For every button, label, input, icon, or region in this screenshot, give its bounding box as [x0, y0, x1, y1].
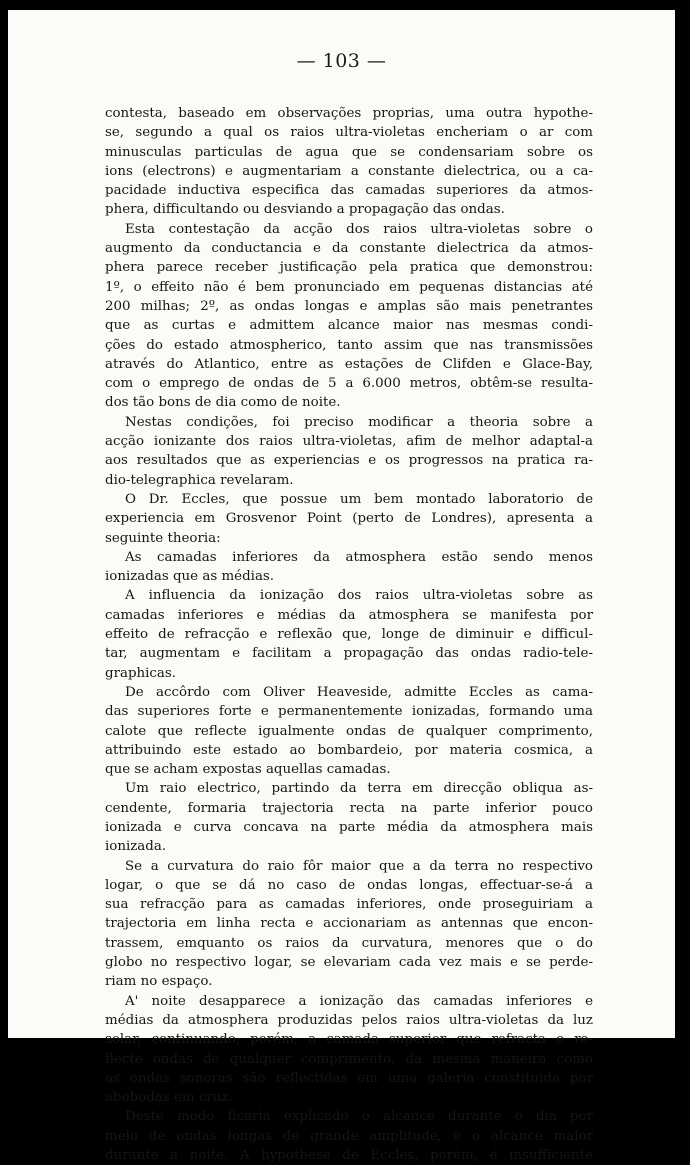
text-line: phera parece receber justificação pela pratica que demonstrou: — [105, 260, 593, 276]
text-line: ionizada e curva concava na parte média da atmosphera mais — [105, 819, 593, 835]
text-line: trassem, emquanto os raios da curvatura, menores que o do — [105, 935, 593, 951]
text-line: Um raio electrico, partindo da terra em direcção obliqua as- — [125, 781, 593, 797]
text-line: experiencia em Grosvenor Point (perto de Londres), apresenta a — [105, 511, 593, 527]
text-line: A' noite desapparece a ionização das camadas inferiores e — [125, 993, 593, 1009]
text-line: médias da atmosphera produzidas pelos raios ultra-violetas da luz — [105, 1012, 593, 1028]
text-line: ions (electrons) e augmentariam a constante dielectrica, ou a ca- — [105, 163, 593, 179]
text-line: das superiores forte e permanentemente ionizadas, formando uma — [105, 704, 593, 720]
text-line: meio de ondas longas de grande amplitude, e o alcance maior — [105, 1128, 593, 1144]
text-line: globo no respectivo logar, se elevariam cada vez mais e se perde- — [105, 955, 593, 971]
text-line: Esta contestação da acção dos raios ultra-violetas sobre o — [125, 221, 593, 237]
text-line: pacidade inductiva especifica das camadas superiores da atmos- — [105, 183, 593, 199]
text-line: A influencia da ionização dos raios ultra-violetas sobre as — [125, 588, 593, 604]
text-line: ionizadas que as médias. — [105, 569, 275, 585]
text-line: trajectoria em linha recta e accionariam as antennas que encon- — [105, 916, 593, 932]
text-line: 1º, o effeito não é bem pronunciado em pequenas distancias até — [105, 279, 593, 295]
text-line: dio-telegraphica revelaram. — [105, 472, 294, 488]
text-line: durante a noite. A hypothese de Eccles, porém, é insufficiente — [105, 1148, 593, 1164]
text-line: acção ionizante dos raios ultra-violetas, afim de melhor adaptal-a — [105, 434, 593, 450]
text-line: dos tão bons de dia como de noite. — [105, 395, 341, 411]
text-line: logar, o que se dá no caso de ondas longas, effectuar-se-á a — [105, 877, 593, 893]
body-text — [105, 104, 593, 1165]
text-line: as ondas sonoras são reflectidas em uma galeria constituida por — [105, 1070, 593, 1086]
text-line: aos resultados que as experiencias e os progressos na pratica ra- — [105, 453, 593, 469]
text-line: tar, augmentam e facilitam a propagação das ondas radio-tele- — [105, 646, 593, 662]
text-line: augmento da conductancia e da constante dielectrica da atmos- — [105, 241, 593, 257]
text-line: effeito de refracção e reflexão que, longe de diminuir e difficul- — [105, 627, 593, 643]
text-line: De accôrdo com Oliver Heaveside, admitte Eccles as cama- — [125, 684, 593, 700]
text-line: cendente, formaria trajectoria recta na parte inferior pouco — [105, 800, 593, 816]
text-line: se, segundo a qual os raios ultra-violetas encheriam o ar com — [105, 125, 593, 141]
text-line: flecte ondas de qualquer comprimento, da mesma maneira como — [105, 1051, 593, 1067]
text-line: 200 milhas; 2º, as ondas longas e amplas são mais penetrantes — [105, 298, 593, 314]
text-line: abobodas em cruz. — [105, 1090, 233, 1106]
text-line: calote que reflecte igualmente ondas de qualquer comprimento, — [105, 723, 593, 739]
text-line: phera, difficultando ou desviando a propagação das ondas. — [105, 202, 505, 218]
text-line: através do Atlantico, entre as estações de Clifden e Glace-Bay, — [105, 356, 593, 372]
text-line: solar, continuando, porém, a camada superior que refracta e re- — [105, 1032, 593, 1048]
text-line: minusculas particulas de agua que se condensariam sobre os — [105, 144, 593, 160]
page-number: — 103 — — [296, 50, 387, 72]
text-line: camadas inferiores e médias da atmosphera se manifesta por — [105, 607, 593, 623]
text-line: que as curtas e admittem alcance maior nas mesmas condi- — [105, 318, 593, 334]
book-page — [8, 10, 675, 1164]
text-line: riam no espaço. — [105, 974, 213, 990]
text-line: Deste modo ficaria explicado o alcance durante o dia por — [125, 1109, 593, 1125]
text-line: Se a curvatura do raio fôr maior que a da terra no respectivo — [125, 858, 593, 874]
text-line: com o emprego de ondas de 5 a 6.000 metros, obtêm-se resulta- — [105, 376, 593, 392]
text-line: graphicas. — [105, 665, 177, 681]
text-line: O Dr. Eccles, que possue um bem montado laboratorio de — [125, 491, 593, 507]
text-line: As camadas inferiores da atmosphera estão sendo menos — [125, 549, 593, 565]
text-line: seguinte theoria: — [105, 530, 221, 546]
text-line: Nestas condições, foi preciso modificar a theoria sobre a — [125, 414, 593, 430]
text-line: contesta, baseado em observações proprias, uma outra hypothe- — [105, 106, 593, 121]
text-line: que se acham expostas aquellas camadas. — [105, 762, 391, 778]
text-line: ções do estado atmospherico, tanto assim que nas transmissões — [105, 337, 593, 353]
text-line: ionizada. — [105, 839, 167, 855]
text-line: attribuindo este estado ao bombardeio, por materia cosmica, a — [105, 742, 593, 758]
text-line: sua refracção para as camadas inferiores, onde proseguiriam a — [105, 897, 593, 913]
